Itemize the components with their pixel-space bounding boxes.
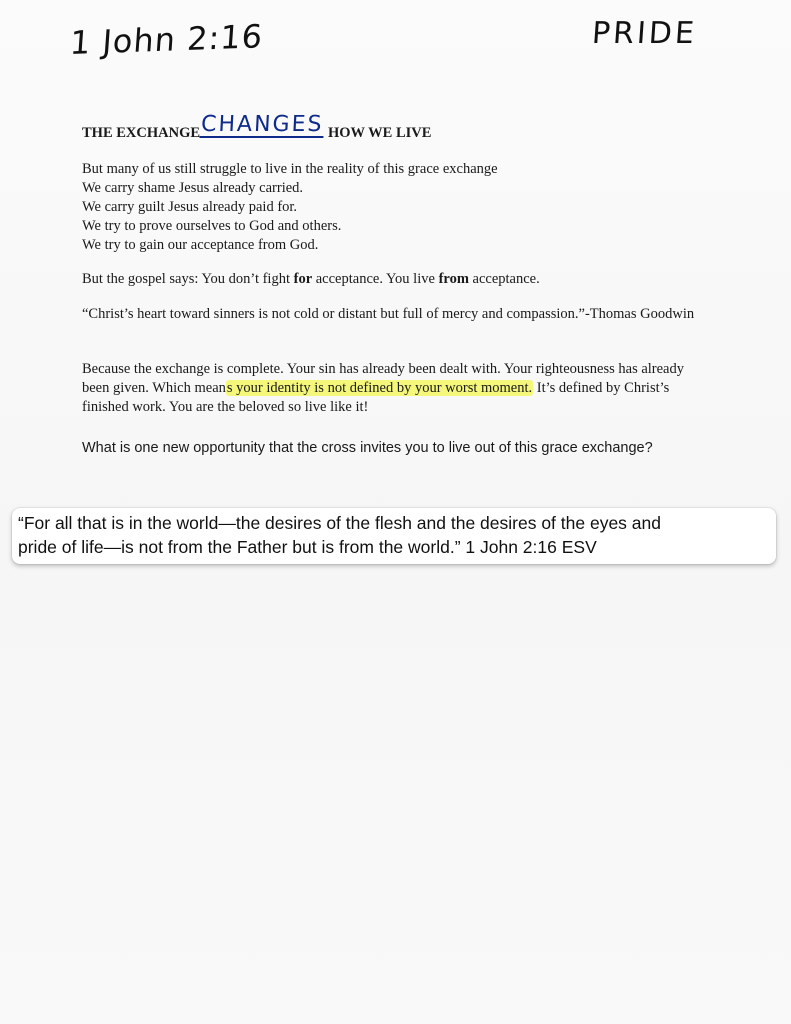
gospel-text: acceptance. You live <box>312 271 439 287</box>
heading-start: THE EXCHANGE <box>82 125 201 141</box>
verse-overlay-box <box>12 508 776 564</box>
highlighted-text: s your identity is not defined by your worst moment. <box>226 380 533 396</box>
handwritten-reference: 1 John 2:16 <box>68 17 265 63</box>
struggle-line: We try to gain our acceptance from God. <box>82 237 319 253</box>
gospel-paragraph <box>82 270 712 289</box>
reflection-question: What is one new opportunity that the cross invites you to live out of this grace exchange? <box>82 440 653 456</box>
struggle-line: We carry shame Jesus already carried. <box>82 180 304 196</box>
gospel-text: But the gospel says: You don’t fight <box>82 271 294 287</box>
handwritten-topic: PRIDE <box>590 16 699 51</box>
because-text: It’s defined by Christ’s finished work. You are the beloved so live like it! <box>82 380 670 415</box>
gospel-bold-for: for <box>293 271 313 287</box>
handwritten-changes: CHANGES <box>200 112 325 137</box>
struggle-line: But many of us still struggle to live in the reality of this grace exchange <box>82 161 498 177</box>
struggle-line: We carry guilt Jesus already paid for. <box>82 199 298 215</box>
gospel-text: acceptance. <box>468 271 540 287</box>
gospel-bold-from: from <box>438 271 469 287</box>
because-paragraph <box>82 360 712 417</box>
verse-line: pride of life—is not from the Father but is from the world.” 1 John 2:16 ESV <box>18 537 597 557</box>
goodwin-quote: “Christ’s heart toward sinners is not cold or distant but full of mercy and compassion.”-Thomas Goodwin <box>82 306 695 322</box>
verse-line: “For all that is in the world—the desires of the flesh and the desires of the eyes and <box>18 513 661 533</box>
struggle-line: We try to prove ourselves to God and others. <box>82 218 342 234</box>
heading-end: HOW WE LIVE <box>324 125 432 141</box>
struggle-lines <box>82 160 712 255</box>
because-text: Because the exchange is complete. Your sin has already been dealt with. Your righteousness has already been given. Which mean <box>82 361 684 396</box>
section-heading <box>82 112 432 144</box>
